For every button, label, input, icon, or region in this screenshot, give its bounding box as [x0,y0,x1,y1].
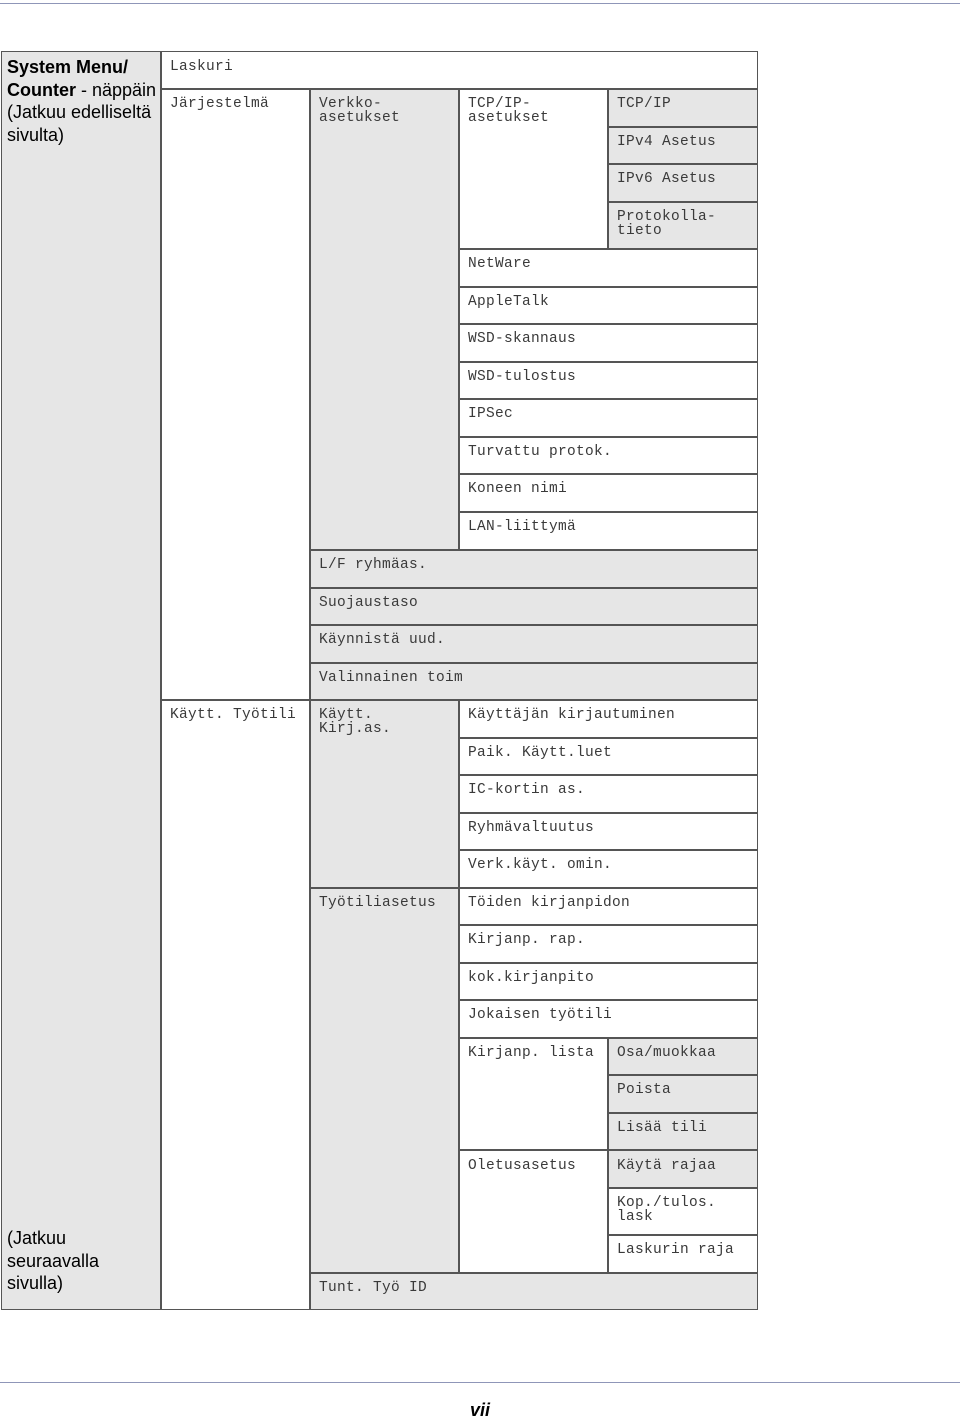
menu-label-ryhma: Ryhmävaltuutus [468,820,595,836]
menu-label-tyotiliasetus: Työtiliasetus [319,895,437,911]
menu-label-verkko: Verkko- asetukset [319,96,401,126]
menu-label-protokolla: Protokolla- tieto [617,209,717,239]
menu-label-wsd-tulostus: WSD-tulostus [468,369,577,385]
section-title: System Menu/ Counter [7,57,129,100]
top-rule [0,3,960,4]
menu-label-tcpip-asetukset: TCP/IP- asetukset [468,96,550,126]
menu-label-appletalk: AppleTalk [468,294,550,310]
menu-label-suojaustaso: Suojaustaso [319,595,419,611]
menu-label-jokaisen: Jokaisen työtili [468,1007,613,1023]
section-header [7,56,157,146]
menu-label-lf: L/F ryhmäas. [319,557,428,573]
menu-label-netware: NetWare [468,256,532,272]
menu-item-jarjestelma [161,89,310,700]
menu-label-kaytt-kirj: Käytt. Kirj.as. [319,707,392,737]
menu-label-turvattu: Turvattu protok. [468,444,613,460]
menu-label-kaytt-tyotili: Käytt. Työtili [170,707,297,723]
menu-label-ipv6: IPv6 Asetus [617,171,717,187]
menu-label-tunt: Tunt. Työ ID [319,1280,428,1296]
bottom-rule [0,1382,960,1383]
menu-label-osa: Osa/muokkaa [617,1045,717,1061]
continued-note: (Jatkuu seuraavalla sivulla) [7,1228,100,1293]
menu-item-kaytt-tyotili [161,700,310,1310]
menu-label-kirjautuminen: Käyttäjän kirjautuminen [468,707,676,723]
menu-label-lan: LAN-liittymä [468,519,577,535]
menu-label-toiden: Töiden kirjanpidon [468,895,631,911]
menu-label-kayta-rajaa: Käytä rajaa [617,1158,717,1174]
menu-label-kirjanp-lista: Kirjanp. lista [468,1045,595,1061]
menu-label-kirjanp-rap: Kirjanp. rap. [468,932,586,948]
menu-label-laskurin-raja: Laskurin raja [617,1242,735,1258]
menu-label-oletusasetus: Oletusasetus [468,1158,577,1174]
menu-label-tcpip: TCP/IP [617,96,672,112]
menu-item-tyotiliasetus [310,888,459,1273]
menu-label-kop-tulos: Kop./tulos. lask [617,1195,717,1225]
menu-label-koneen-nimi: Koneen nimi [468,481,568,497]
menu-label-verk: Verk.käyt. omin. [468,857,613,873]
section-subtitle: - näppäin (Jatkuu edelliseltä sivulta) [7,79,157,145]
menu-label-ipv4: IPv4 Asetus [617,134,717,150]
menu-label-poista: Poista [617,1082,672,1098]
menu-label-ic: IC-kortin as. [468,782,586,798]
menu-item-laskuri [161,51,758,89]
menu-label-lisaa: Lisää tili [617,1120,708,1136]
menu-label-kaynnista: Käynnistä uud. [319,632,446,648]
menu-label-kok: kok.kirjanpito [468,970,595,986]
menu-label-wsd-skannaus: WSD-skannaus [468,331,577,347]
menu-item-verkko [310,89,459,550]
page-number: vii [469,1400,490,1420]
menu-label-paik: Paik. Käytt.luet [468,745,613,761]
menu-label-valinnainen: Valinnainen toim [319,670,464,686]
menu-label-jarjestelma: Järjestelmä [170,96,270,112]
header-cell [1,51,161,1310]
menu-label-ipsec: IPSec [468,406,514,422]
menu-label-laskuri: Laskuri [170,59,234,75]
